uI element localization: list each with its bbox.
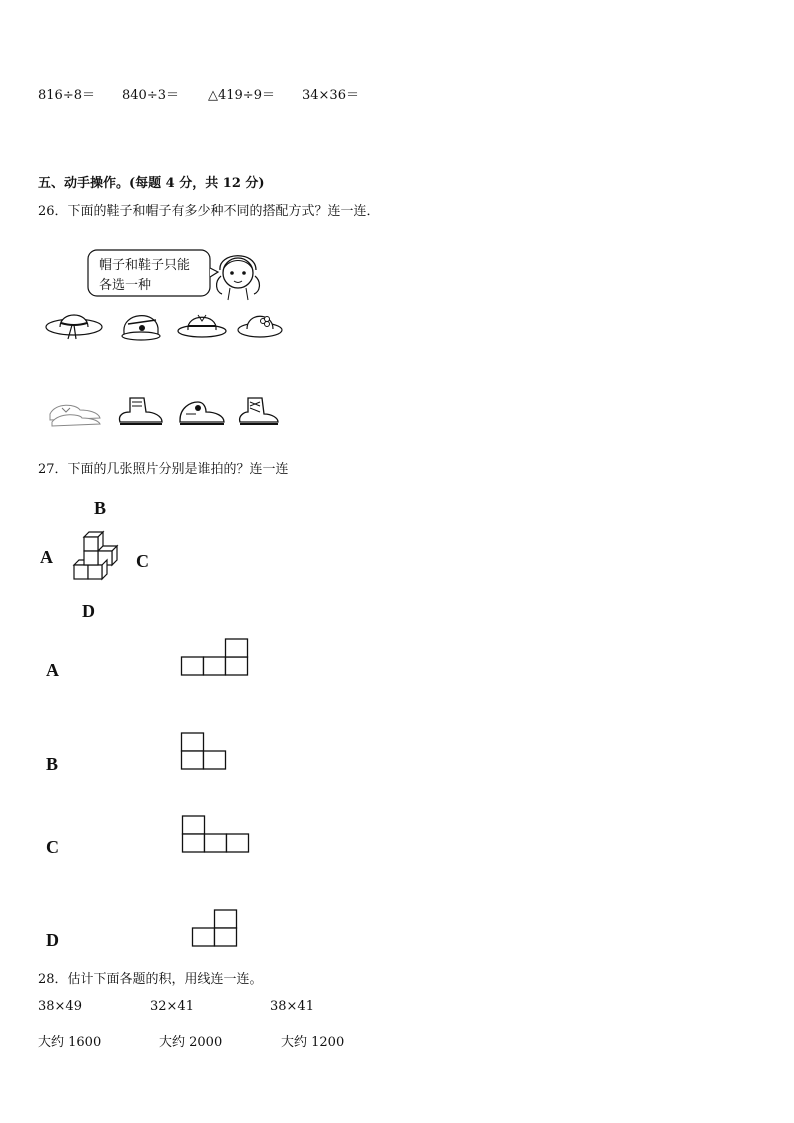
q27-text: 27．下面的几张照片分别是谁拍的？连一连 <box>38 462 289 477</box>
speech-text <box>99 256 209 296</box>
high-top-icon <box>236 394 282 428</box>
calc-3: △419÷9＝ <box>208 88 275 103</box>
product-1: 38×49 <box>38 999 82 1014</box>
q26-text: 26．下面的鞋子和帽子有多少种不同的搭配方式？连一连． <box>38 204 380 219</box>
flower-hat-icon <box>236 306 284 340</box>
section-heading: 五、动手操作。(每题 4 分，共 12 分) <box>38 176 265 191</box>
view-label-top: B <box>94 498 107 518</box>
calc-4: 34×36＝ <box>302 88 359 103</box>
product-3: 38×41 <box>270 999 314 1014</box>
q28-text: 28．估计下面各题的积，用线连一连。 <box>38 972 263 987</box>
cube-stack-figure <box>70 532 120 586</box>
row-label-a: A <box>46 660 59 680</box>
speech-line-1: 帽子和鞋子只能 <box>99 258 191 273</box>
fedora-icon <box>176 307 228 339</box>
speech-line-2: 各选一种 <box>99 278 152 293</box>
view-label-right: C <box>136 551 149 571</box>
view-label-left: A <box>40 547 53 567</box>
view-d-figure <box>192 909 238 947</box>
estimate-3: 大约 1200 <box>281 1035 345 1050</box>
row-label-d: D <box>46 930 59 950</box>
view-label-bottom: D <box>82 601 95 621</box>
girl-icon <box>212 246 264 302</box>
row-label-c: C <box>46 837 59 857</box>
view-a-figure <box>181 638 249 676</box>
product-2: 32×41 <box>150 999 194 1014</box>
cap-icon <box>118 306 164 342</box>
boot-icon <box>116 394 166 428</box>
view-b-figure <box>181 732 227 770</box>
sneaker-icon <box>176 394 228 428</box>
view-c-figure <box>182 815 250 853</box>
estimate-1: 大约 1600 <box>38 1035 102 1050</box>
ribbon-hat-icon <box>44 305 104 341</box>
calc-1: 816÷8＝ <box>38 88 95 103</box>
calc-2: 840÷3＝ <box>122 88 179 103</box>
row-label-b: B <box>46 754 59 774</box>
slipper-icon <box>46 398 104 428</box>
estimate-2: 大约 2000 <box>159 1035 223 1050</box>
